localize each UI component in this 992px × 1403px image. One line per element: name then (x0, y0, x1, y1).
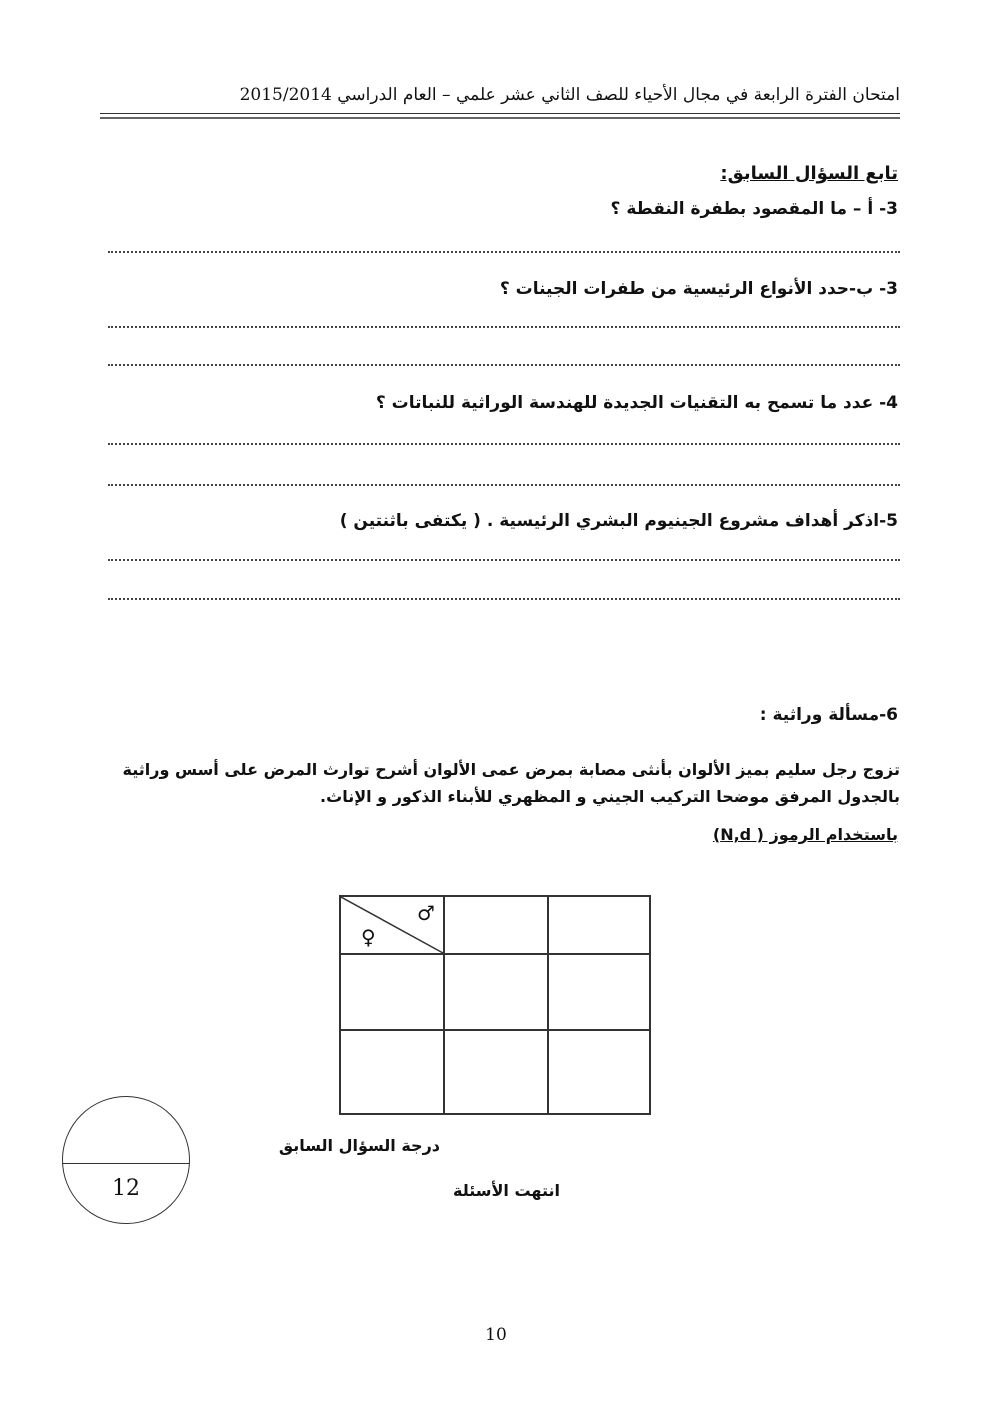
page-number: 10 (485, 1325, 507, 1345)
answer-line (108, 364, 900, 366)
question-3a: 3- أ – ما المقصود بطفرة النقطة ؟ (610, 199, 898, 219)
answer-line (108, 443, 900, 445)
grid-vertical-line (547, 897, 549, 1113)
punnett-square (339, 895, 651, 1115)
score-label: درجة السؤال السابق (278, 1136, 440, 1155)
score-circle (62, 1096, 190, 1224)
problem-6-title: 6-مسألة وراثية : (759, 705, 898, 725)
score-circle-divider (62, 1163, 190, 1164)
answer-line (108, 598, 900, 600)
male-symbol-icon: ♂ (417, 901, 435, 925)
exam-header-title: امتحان الفترة الرابعة في مجال الأحياء للصف الثاني عشر علمي – العام الدراسي 2015/2014 (239, 85, 900, 105)
answer-line (108, 484, 900, 486)
question-3b: 3- ب-حدد الأنواع الرئيسية من طفرات الجينات ؟ (499, 279, 898, 299)
problem-6-symbols-note: باستخدام الرموز ( N,d) (712, 825, 898, 844)
problem-6-line-2: بالجدول المرفق موضحا التركيب الجيني و المظهري للأبناء الذكور و الإناث. (320, 787, 900, 806)
problem-6-line-1: تزوج رجل سليم بميز الألوان بأنثى مصابة بمرض عمى الألوان أشرح توارث المرض على أسس وراثية (122, 760, 900, 779)
question-4: 4- عدد ما تسمح به التقنيات الجديدة للهندسة الوراثية للنباتات ؟ (375, 393, 898, 413)
answer-line (108, 559, 900, 561)
continuation-title: تابع السؤال السابق: (720, 163, 898, 184)
header-divider (100, 113, 900, 119)
score-value: 12 (112, 1176, 140, 1201)
answer-line (108, 251, 900, 253)
end-of-questions: انتهت الأسئلة (453, 1181, 560, 1200)
grid-horizontal-line (341, 1029, 649, 1031)
female-symbol-icon: ♀ (361, 925, 376, 949)
question-5: 5-اذكر أهداف مشروع الجينيوم البشري الرئيسية . ( يكتفى باثنتين ) (339, 511, 898, 531)
answer-line (108, 326, 900, 328)
